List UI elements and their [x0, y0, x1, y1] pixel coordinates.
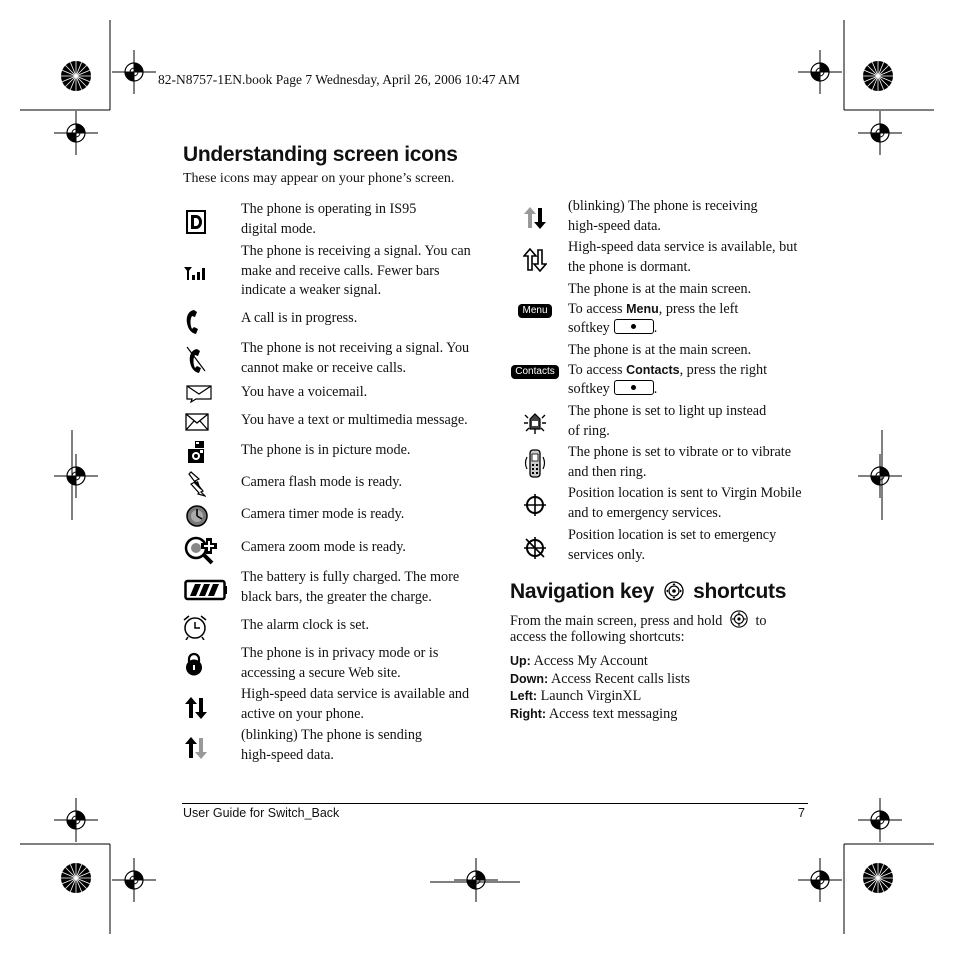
description-line: The phone is not receiving a signal. You — [241, 340, 470, 356]
description-line: A call is in progress. — [241, 310, 358, 326]
shortcut-action: Access My Account — [530, 653, 648, 669]
description-line: high-speed data. — [568, 217, 661, 234]
data-dormant-icon — [510, 242, 560, 278]
light-ring-icon — [510, 405, 560, 441]
shortcut-item — [510, 653, 690, 671]
shortcut-key: Up: — [510, 654, 531, 668]
footer-rule — [182, 803, 808, 804]
description-line: High-speed data service is available and — [241, 686, 470, 702]
description-line: Camera zoom mode is ready. — [241, 539, 406, 555]
shortcut-list — [510, 653, 690, 723]
nav-shortcuts-title — [510, 580, 786, 604]
shortcut-item — [510, 671, 690, 689]
icon-description — [241, 473, 402, 493]
icon-description — [568, 238, 797, 277]
shortcut-item — [510, 706, 690, 724]
softkey-line: softkey . — [568, 320, 658, 336]
description-line: The battery is fully charged. The more — [241, 569, 460, 585]
icon-description — [241, 383, 367, 403]
shortcut-key: Right: — [510, 706, 547, 721]
signal-strength-icon — [171, 255, 221, 291]
nav-intro-line2: access the following shortcuts: — [510, 629, 685, 645]
description-line: black bars, the greater the charge. — [241, 588, 432, 605]
contacts-softkey-icon — [510, 354, 560, 390]
instruction-text: softkey — [568, 320, 610, 336]
icon-description — [241, 644, 438, 683]
description-line: The phone is set to vibrate or to vibrate — [568, 444, 791, 460]
softkey-name: Contacts — [626, 362, 680, 377]
navigation-key-icon — [664, 581, 684, 601]
vibrate-icon — [510, 445, 560, 481]
description-line: You have a voicemail. — [241, 384, 368, 400]
nav-intro-to: to — [755, 613, 767, 629]
data-receiving-icon — [510, 200, 560, 236]
description-line: Camera timer mode is ready. — [241, 506, 405, 522]
description-line: The phone is at the main screen. — [568, 342, 752, 358]
icon-description — [568, 484, 802, 523]
data-active-icon — [171, 690, 221, 726]
shortcut-action: Access text messaging — [546, 705, 678, 722]
no-signal-icon — [171, 342, 221, 378]
battery-icon — [181, 572, 231, 608]
icon-description — [568, 526, 776, 565]
description-line: You have a text or multimedia message. — [241, 412, 468, 428]
description-line: indicate a weaker signal. — [241, 282, 382, 298]
description-line: digital mode. — [241, 220, 316, 237]
instruction-text: To access — [568, 361, 627, 378]
page-number: 7 — [798, 806, 805, 820]
call-in-progress-icon — [167, 304, 217, 340]
icon-description — [568, 443, 791, 482]
description-line: high-speed data. — [241, 746, 334, 763]
icon-description — [241, 616, 369, 636]
icon-description — [241, 242, 471, 301]
menu-softkey-icon — [510, 293, 560, 329]
description-line: (blinking) The phone is receiving — [568, 198, 758, 214]
icon-description — [241, 726, 422, 765]
description-line: The phone is in picture mode. — [241, 442, 411, 458]
location-emergency-icon — [510, 530, 560, 566]
description-line: The phone is in privacy mode or is — [241, 645, 439, 661]
softkey-name: Menu — [626, 301, 659, 316]
softkey-instruction — [568, 361, 767, 381]
icon-description — [568, 341, 767, 400]
camera-timer-icon — [172, 498, 222, 534]
camera-zoom-icon — [176, 532, 226, 568]
icon-description — [241, 200, 416, 239]
digital-mode-icon — [171, 204, 221, 240]
softkey-icon — [614, 319, 654, 334]
description-line: accessing a secure Web site. — [241, 664, 401, 681]
softkey-instruction — [568, 300, 751, 320]
icon-description — [241, 505, 404, 525]
icon-description — [241, 538, 406, 558]
description-line: the phone is dormant. — [568, 258, 691, 275]
description-line: of ring. — [568, 422, 610, 439]
print-header: 82-N8757-1EN.book Page 7 Wednesday, April 26, 2006 10:47 AM — [158, 72, 520, 87]
description-line: and to emergency services. — [568, 504, 722, 521]
description-line: Position location is sent to Virgin Mobile — [568, 485, 802, 501]
navigation-key-icon — [730, 610, 748, 628]
nav-intro-text: From the main screen, press and hold — [510, 613, 723, 629]
privacy-lock-icon — [169, 646, 219, 682]
softkey-line: softkey . — [568, 381, 658, 397]
camera-flash-icon — [172, 466, 222, 502]
picture-mode-icon — [172, 434, 222, 470]
footer-guide-title: User Guide for Switch_Back — [183, 806, 340, 820]
nav-title-pre: Navigation key — [510, 580, 655, 603]
data-sending-icon — [171, 730, 221, 766]
description-line: services only. — [568, 546, 646, 563]
description-line: The phone is operating in IS95 — [241, 201, 417, 217]
description-line: Position location is set to emergency — [568, 527, 777, 543]
description-line: The phone is receiving a signal. You can — [241, 243, 471, 259]
icon-description — [241, 309, 357, 329]
icon-description — [568, 280, 751, 339]
icon-description — [568, 402, 766, 441]
section-title: Understanding screen icons — [183, 143, 458, 166]
icon-description — [568, 197, 758, 236]
description-line: The phone is at the main screen. — [568, 281, 752, 297]
instruction-text: To access — [568, 300, 627, 317]
shortcut-action: Access Recent calls lists — [548, 670, 691, 687]
description-line: The alarm clock is set. — [241, 617, 370, 633]
description-line: (blinking) The phone is sending — [241, 727, 423, 743]
shortcut-item — [510, 688, 690, 706]
icon-description — [241, 568, 459, 607]
softkey-icon — [614, 380, 654, 395]
instruction-text: , press the right — [679, 361, 768, 378]
instruction-text: softkey — [568, 381, 610, 397]
description-line: cannot make or receive calls. — [241, 359, 407, 376]
location-on-icon — [510, 487, 560, 523]
alarm-clock-icon — [170, 609, 220, 645]
icon-description — [241, 685, 469, 724]
shortcut-action: Launch VirginXL — [537, 688, 642, 704]
icon-description — [241, 411, 468, 431]
nav-intro — [510, 610, 767, 631]
instruction-text: , press the left — [658, 300, 739, 317]
description-line: and then ring. — [568, 463, 647, 480]
shortcut-key: Down: — [510, 671, 549, 686]
shortcut-key: Left: — [510, 689, 538, 703]
description-line: make and receive calls. Fewer bars — [241, 262, 440, 279]
contacts-softkey-icon-badge: Contacts — [511, 365, 558, 379]
description-line: Camera flash mode is ready. — [241, 474, 402, 490]
description-line: The phone is set to light up instead — [568, 403, 767, 419]
menu-softkey-icon-badge: Menu — [518, 304, 551, 318]
description-line: High-speed data service is available, but — [568, 239, 798, 255]
nav-title-post: shortcuts — [693, 580, 787, 603]
section-intro: These icons may appear on your phone’s screen. — [183, 171, 455, 186]
icon-description — [241, 339, 469, 378]
icon-description — [241, 441, 410, 461]
description-line: active on your phone. — [241, 705, 364, 722]
